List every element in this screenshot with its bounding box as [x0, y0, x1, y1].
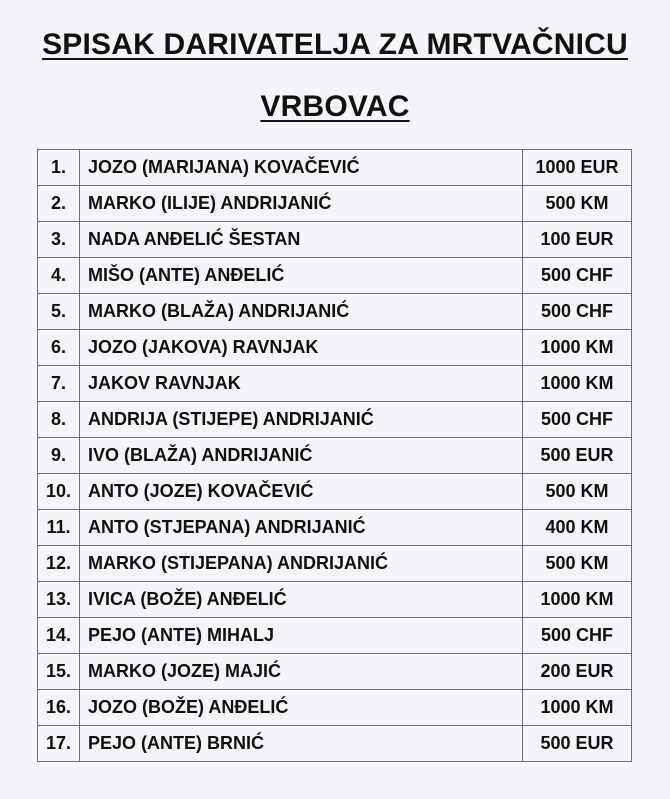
table-row: [38, 150, 632, 186]
table-row: [38, 618, 632, 654]
table-row: [38, 474, 632, 510]
donor-name: ANTO (STJEPANA) ANDRIJANIĆ: [80, 510, 523, 546]
row-number: 2.: [38, 186, 80, 222]
donor-name: MARKO (BLAŽA) ANDRIJANIĆ: [80, 294, 523, 330]
donor-name: ANTO (JOZE) KOVAČEVIĆ: [80, 474, 523, 510]
table-row: [38, 438, 632, 474]
donation-amount: 500 KM: [523, 546, 632, 582]
donor-name: JAKOV RAVNJAK: [80, 366, 523, 402]
row-number: 14.: [38, 618, 80, 654]
donation-amount: 1000 KM: [523, 330, 632, 366]
donation-amount: 500 CHF: [523, 618, 632, 654]
donation-amount: 500 CHF: [523, 258, 632, 294]
donation-amount: 200 EUR: [523, 654, 632, 690]
row-number: 1.: [38, 150, 80, 186]
table-row: [38, 186, 632, 222]
table-row: [38, 294, 632, 330]
donation-amount: 500 EUR: [523, 726, 632, 762]
donor-name: MIŠO (ANTE) ANĐELIĆ: [80, 258, 523, 294]
donor-name: JOZO (MARIJANA) KOVAČEVIĆ: [80, 150, 523, 186]
donor-name: ANDRIJA (STIJEPE) ANDRIJANIĆ: [80, 402, 523, 438]
table-row: [38, 582, 632, 618]
table-row: [38, 546, 632, 582]
table-row: [38, 402, 632, 438]
table-row: [38, 726, 632, 762]
table-row: [38, 366, 632, 402]
donor-name: IVICA (BOŽE) ANĐELIĆ: [80, 582, 523, 618]
row-number: 12.: [38, 546, 80, 582]
document-subtitle: VRBOVAC: [260, 90, 410, 123]
row-number: 4.: [38, 258, 80, 294]
donor-table-body: [38, 150, 632, 762]
row-number: 13.: [38, 582, 80, 618]
donation-amount: 1000 KM: [523, 366, 632, 402]
row-number: 15.: [38, 654, 80, 690]
table-row: [38, 330, 632, 366]
donation-amount: 1000 KM: [523, 582, 632, 618]
row-number: 3.: [38, 222, 80, 258]
donor-name: PEJO (ANTE) BRNIĆ: [80, 726, 523, 762]
donor-name: MARKO (STIJEPANA) ANDRIJANIĆ: [80, 546, 523, 582]
table-row: [38, 690, 632, 726]
row-number: 17.: [38, 726, 80, 762]
table-row: [38, 222, 632, 258]
donation-amount: 1000 EUR: [523, 150, 632, 186]
row-number: 6.: [38, 330, 80, 366]
donor-name: MARKO (JOZE) MAJIĆ: [80, 654, 523, 690]
donor-table: [37, 149, 632, 762]
donor-name: JOZO (JAKOVA) RAVNJAK: [80, 330, 523, 366]
donation-amount: 100 EUR: [523, 222, 632, 258]
donation-amount: 500 CHF: [523, 294, 632, 330]
document-title: SPISAK DARIVATELJA ZA MRTVAČNICU: [42, 28, 628, 61]
donor-name: MARKO (ILIJE) ANDRIJANIĆ: [80, 186, 523, 222]
row-number: 10.: [38, 474, 80, 510]
row-number: 5.: [38, 294, 80, 330]
donation-amount: 500 KM: [523, 186, 632, 222]
donation-amount: 500 CHF: [523, 402, 632, 438]
table-row: [38, 654, 632, 690]
donation-amount: 1000 KM: [523, 690, 632, 726]
donation-amount: 500 KM: [523, 474, 632, 510]
row-number: 16.: [38, 690, 80, 726]
row-number: 11.: [38, 510, 80, 546]
table-row: [38, 510, 632, 546]
donation-amount: 500 EUR: [523, 438, 632, 474]
donor-name: NADA ANĐELIĆ ŠESTAN: [80, 222, 523, 258]
donation-amount: 400 KM: [523, 510, 632, 546]
donor-name: IVO (BLAŽA) ANDRIJANIĆ: [80, 438, 523, 474]
donor-name: JOZO (BOŽE) ANĐELIĆ: [80, 690, 523, 726]
table-row: [38, 258, 632, 294]
row-number: 7.: [38, 366, 80, 402]
row-number: 9.: [38, 438, 80, 474]
row-number: 8.: [38, 402, 80, 438]
donor-name: PEJO (ANTE) MIHALJ: [80, 618, 523, 654]
